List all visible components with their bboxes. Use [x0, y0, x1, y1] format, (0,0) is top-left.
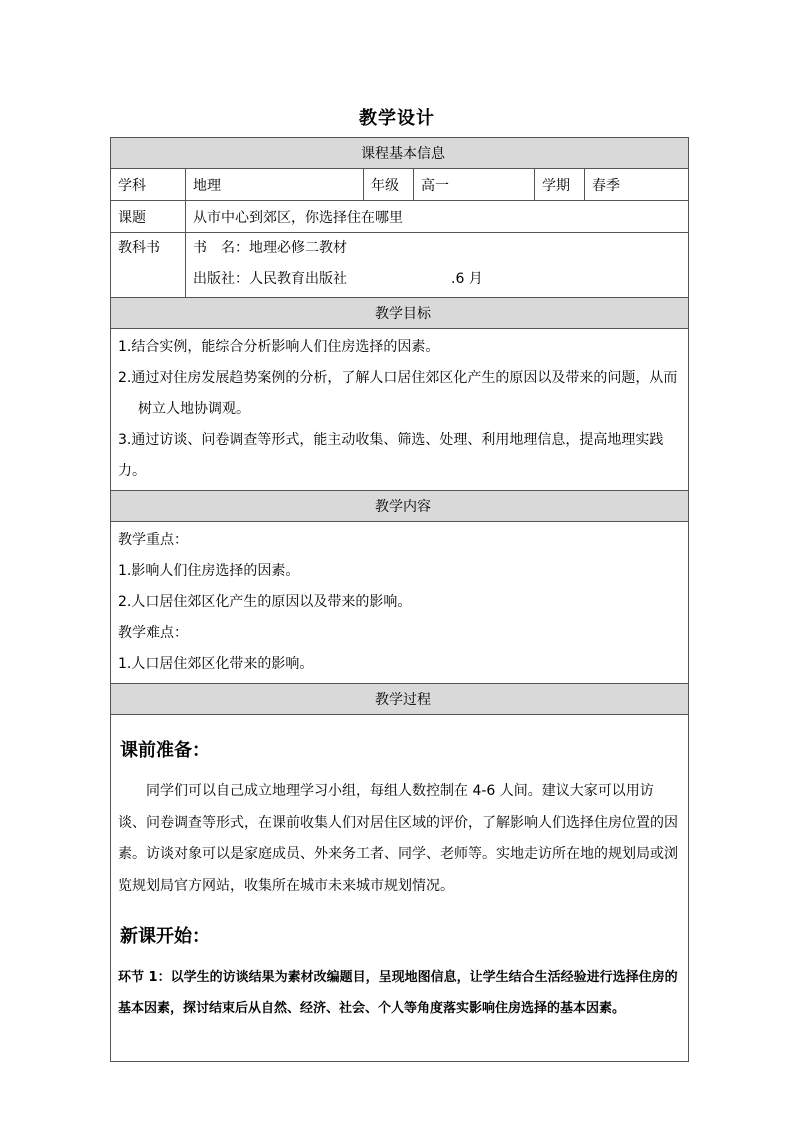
term-label: 学期: [535, 169, 585, 201]
goal-item: 树立人地协调观。: [138, 401, 250, 417]
section-title: 教学目标: [111, 298, 689, 329]
content-row: [111, 522, 689, 684]
new-lesson-heading: 新课开始：: [120, 926, 210, 947]
book-name: 书 名：地理必修二教材: [193, 240, 347, 256]
content-line: 1.人口居住郊区化带来的影响。: [118, 656, 314, 672]
section-title: 教学过程: [111, 684, 689, 715]
section-header-process: [111, 684, 689, 715]
process-cell: [111, 715, 689, 1062]
content-line: 教学难点：: [118, 625, 188, 641]
grade-label: 年级: [364, 169, 414, 201]
publisher-line: [193, 264, 688, 295]
section-title: 教学内容: [111, 491, 689, 522]
term-value: 春季: [585, 169, 689, 201]
goals-cell: [111, 329, 689, 491]
section-header-content: [111, 491, 689, 522]
goal-item: 1.结合实例，能综合分析影响人们住房选择的因素。: [118, 339, 440, 355]
grade-value: 高一: [414, 169, 535, 201]
textbook-value: [186, 233, 689, 298]
goal-item: 3.通过访谈、问卷调查等形式，能主动收集、筛选、处理、利用地理信息，提高地理实践力。: [118, 432, 664, 479]
subject-value: 地理: [186, 169, 364, 201]
content-line: 2.人口居住郊区化产生的原因以及带来的影响。: [118, 594, 412, 610]
subject-label: 学科: [111, 169, 186, 201]
lesson-plan-table: [110, 137, 689, 1062]
publish-month: .6 月: [451, 271, 483, 287]
publisher: 出版社：人民教育出版社: [193, 271, 347, 287]
textbook-row: [111, 233, 689, 298]
document-title: 教学设计: [359, 108, 435, 129]
content-line: 教学重点：: [118, 532, 188, 548]
content-cell: [111, 522, 689, 684]
section-header-goals: [111, 298, 689, 329]
topic-label: 课题: [111, 201, 186, 233]
prep-paragraph: 同学们可以自己成立地理学习小组，每组人数控制在 4-6 人间。建议大家可以用访谈、问卷调查等形式，在课前收集人们对居住区域的评价，了解影响人们选择住房位置的因素。访谈对象可以是家庭成员、外来务工者、同学、老师等。实地走访所在地的规划局或浏览规划局官方网站，收集所在城市未来城市规划情况。: [118, 783, 678, 894]
process-row: [111, 715, 689, 1062]
section-header-basic: [111, 138, 689, 169]
topic-row: [111, 201, 689, 233]
content-line: 1.影响人们住房选择的因素。: [118, 563, 300, 579]
textbook-label: 教科书: [111, 233, 186, 298]
prep-heading: 课前准备：: [120, 740, 210, 761]
link-1-paragraph: 环节 1：以学生的访谈结果为素材改编题目，呈现地图信息，让学生结合生活经验进行选择住房的基本因素，探讨结束后从自然、经济、社会、个人等角度落实影响住房选择的基本因素。: [118, 970, 678, 1016]
goal-item: 2.通过对住房发展趋势案例的分析，了解人口居住郊区化产生的原因以及带来的问题，从而: [118, 370, 678, 386]
section-title: 课程基本信息: [111, 138, 689, 169]
basic-info-row: [111, 169, 689, 201]
goals-row: [111, 329, 689, 491]
topic-value: 从市中心到郊区，你选择住在哪里: [186, 201, 689, 233]
